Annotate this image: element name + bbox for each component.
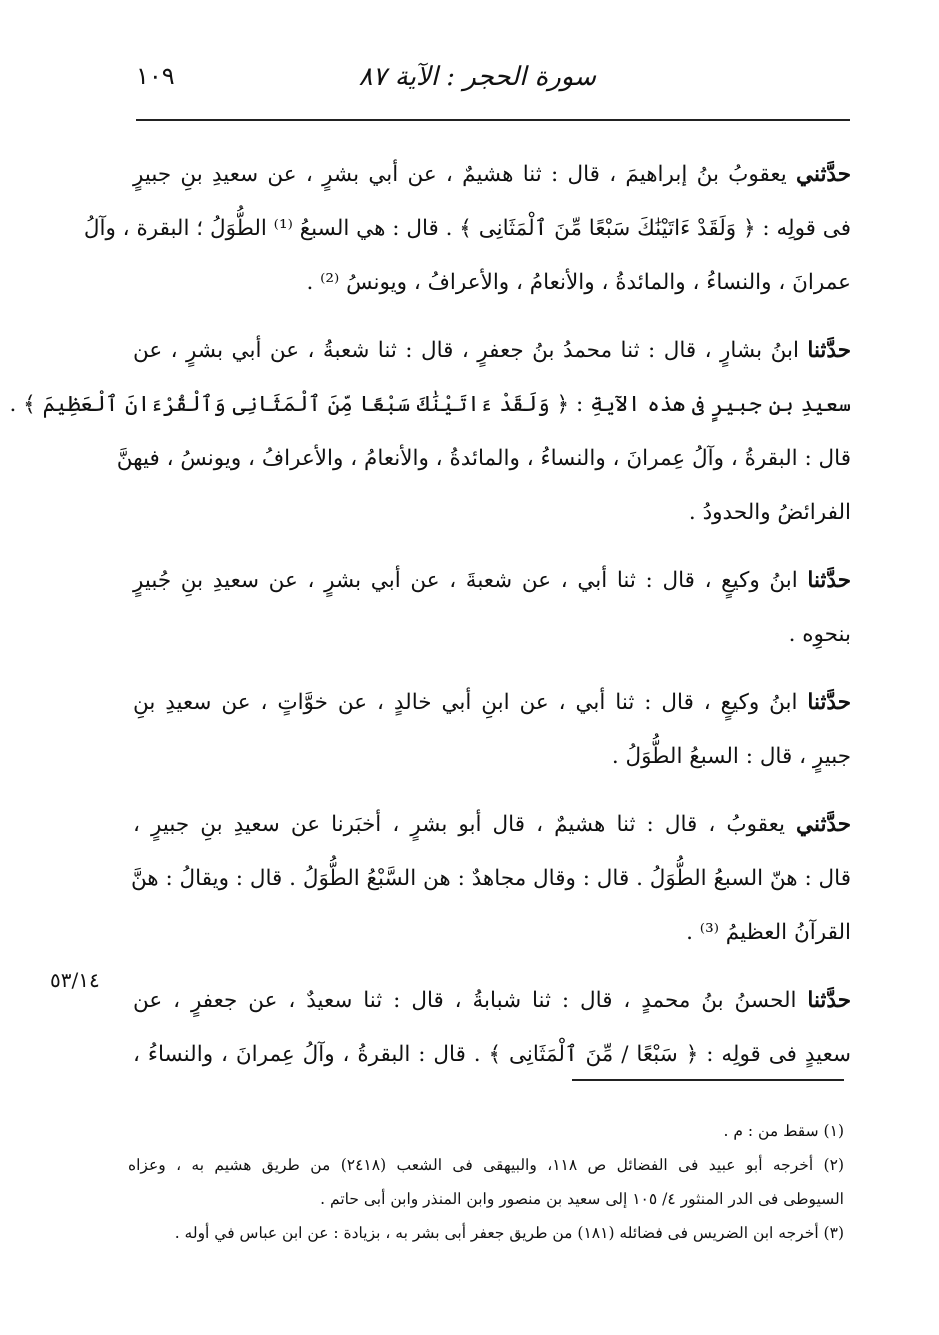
text-line: عمرانَ ، والنساءُ ، والمائدةُ ، والأنعامُ ، والأعرافُ ، ويونسُ ⁽²⁾ .	[306, 270, 851, 295]
line-text: يعقوبُ بنُ إبراهيمَ ، قال : ثنا هشيمٌ ، عن أبي بشرٍ ، عن سعيدِ بنِ جبيرٍ	[133, 162, 797, 187]
text-line: سعيدِ بنِ جبيرٍ فى هذه الآيةِ : ﴿ وَلَقَدْ ءَاتَيْنَٰكَ سَبْعًا مِّنَ ٱلْمَثَانِى وَٱلْقُرْءَانَ ٱلْعَظِيمَ ﴾ .	[9, 392, 851, 417]
line-text: ابنُ وكيعٍ ، قال : ثنا أبي ، عن ابنِ أبي خالدٍ ، عن خوَّاتٍ ، عن سعيدِ بنِ	[133, 690, 808, 715]
narration-lead: حدَّثنا	[807, 338, 851, 363]
line-text: ابنُ بشارٍ ، قال : ثنا محمدُ بنُ جعفرٍ ، قال : ثنا شعبةُ ، عن أبي بشرٍ ، عن	[133, 338, 808, 363]
hadith-paragraph	[83, 148, 851, 310]
text-line	[133, 324, 851, 378]
narration-lead: حدَّثنا	[807, 690, 851, 715]
narration-lead: حدَّثني	[796, 162, 851, 187]
text-line: الفرائضُ والحدودُ .	[688, 500, 851, 525]
text-line: قال : هنّ السبعُ الطُّوَلُ . قال : وقال مجاهدٌ : هن السَّبْعُ الطُّوَلُ . قال : ويقالُ : هنَّ	[130, 866, 851, 891]
text-line: القرآنُ العظيمُ ⁽³⁾ .	[686, 920, 851, 945]
text-line: جبيرٍ ، قال : السبعُ الطُّوَلُ .	[611, 744, 851, 769]
surah-title: سورة الحجر : الآية ٨٧	[358, 62, 596, 92]
margin-reference: ٥٣/١٤	[50, 968, 100, 992]
footnote: (١) سقط من : م .	[723, 1122, 844, 1140]
footnote-divider	[572, 1079, 844, 1081]
text-line: سعيدٍ فى قولِه : ﴿ سَبْعًا / مِّنَ ٱلْمَثَانِى ﴾ . قال : البقرةُ ، وآلُ عِمرانَ ، والنساءُ ،	[133, 1042, 851, 1067]
text-line: بنحوِه .	[788, 622, 851, 647]
narration-lead: حدَّثنا	[807, 988, 851, 1013]
footnote: (٢) أخرجه أبو عبيد فى الفضائل ص ١١٨، والبيهقى فى الشعب (٢٤١٨) من طريق هشيم به ، وعزاه	[128, 1156, 844, 1174]
hadith-paragraph	[133, 676, 851, 784]
footnotes	[128, 1114, 844, 1250]
hadith-paragraph	[130, 798, 851, 960]
hadith-paragraph	[9, 324, 851, 540]
hadith-paragraph	[133, 554, 851, 662]
text-line	[133, 148, 851, 202]
line-text: الحسنُ بنُ محمدٍ ، قال : ثنا شبابةُ ، قال : ثنا سعيدٌ ، عن جعفرٍ ، عن	[133, 988, 808, 1013]
footnote: (٣) أخرجه ابن الضريس فى فضائله (١٨١) من طريق جعفر أبى بشر به ، بزيادة : عن ابن عباس في أوله .	[174, 1224, 844, 1242]
hadith-paragraph	[133, 974, 851, 1082]
running-header	[136, 62, 848, 98]
text-line: قال : البقرةُ ، وآلُ عِمرانَ ، والنساءُ ، والمائدةُ ، والأنعامُ ، والأعرافُ ، ويونسُ ، فيهنَّ	[116, 446, 851, 471]
text-line	[133, 798, 851, 852]
line-text: ابنُ وكيعٍ ، قال : ثنا أبي ، عن شعبةَ ، عن أبي بشرٍ ، عن سعيدِ بنِ جُبيرٍ	[133, 568, 808, 593]
narration-lead: حدَّثنا	[807, 568, 851, 593]
line-text: يعقوبُ ، قال : ثنا هشيمٌ ، قال أبو بشرٍ ، أخبَرنا عن سعيدِ بنِ جبيرٍ ،	[133, 812, 797, 837]
page-number: ١٠٩	[136, 62, 175, 90]
text-line	[133, 676, 851, 730]
text-line: فى قولِه : ﴿ وَلَقَدْ ءَاتَيْنَٰكَ سَبْعًا مِّنَ ٱلْمَثَانِى ﴾ . قال : هي السبعُ ⁽¹⁾ الطُّوَلُ ؛ البقرة ، وآلُ	[83, 216, 851, 241]
narration-lead: حدَّثني	[796, 812, 851, 837]
header-divider	[136, 119, 850, 121]
text-line	[133, 974, 851, 1028]
footnote: السيوطى فى الدر المنثور ٤/ ١٠٥ إلى سعيد بن منصور وابن المنذر وابن أبى حاتم .	[320, 1190, 844, 1208]
text-line	[133, 554, 851, 608]
